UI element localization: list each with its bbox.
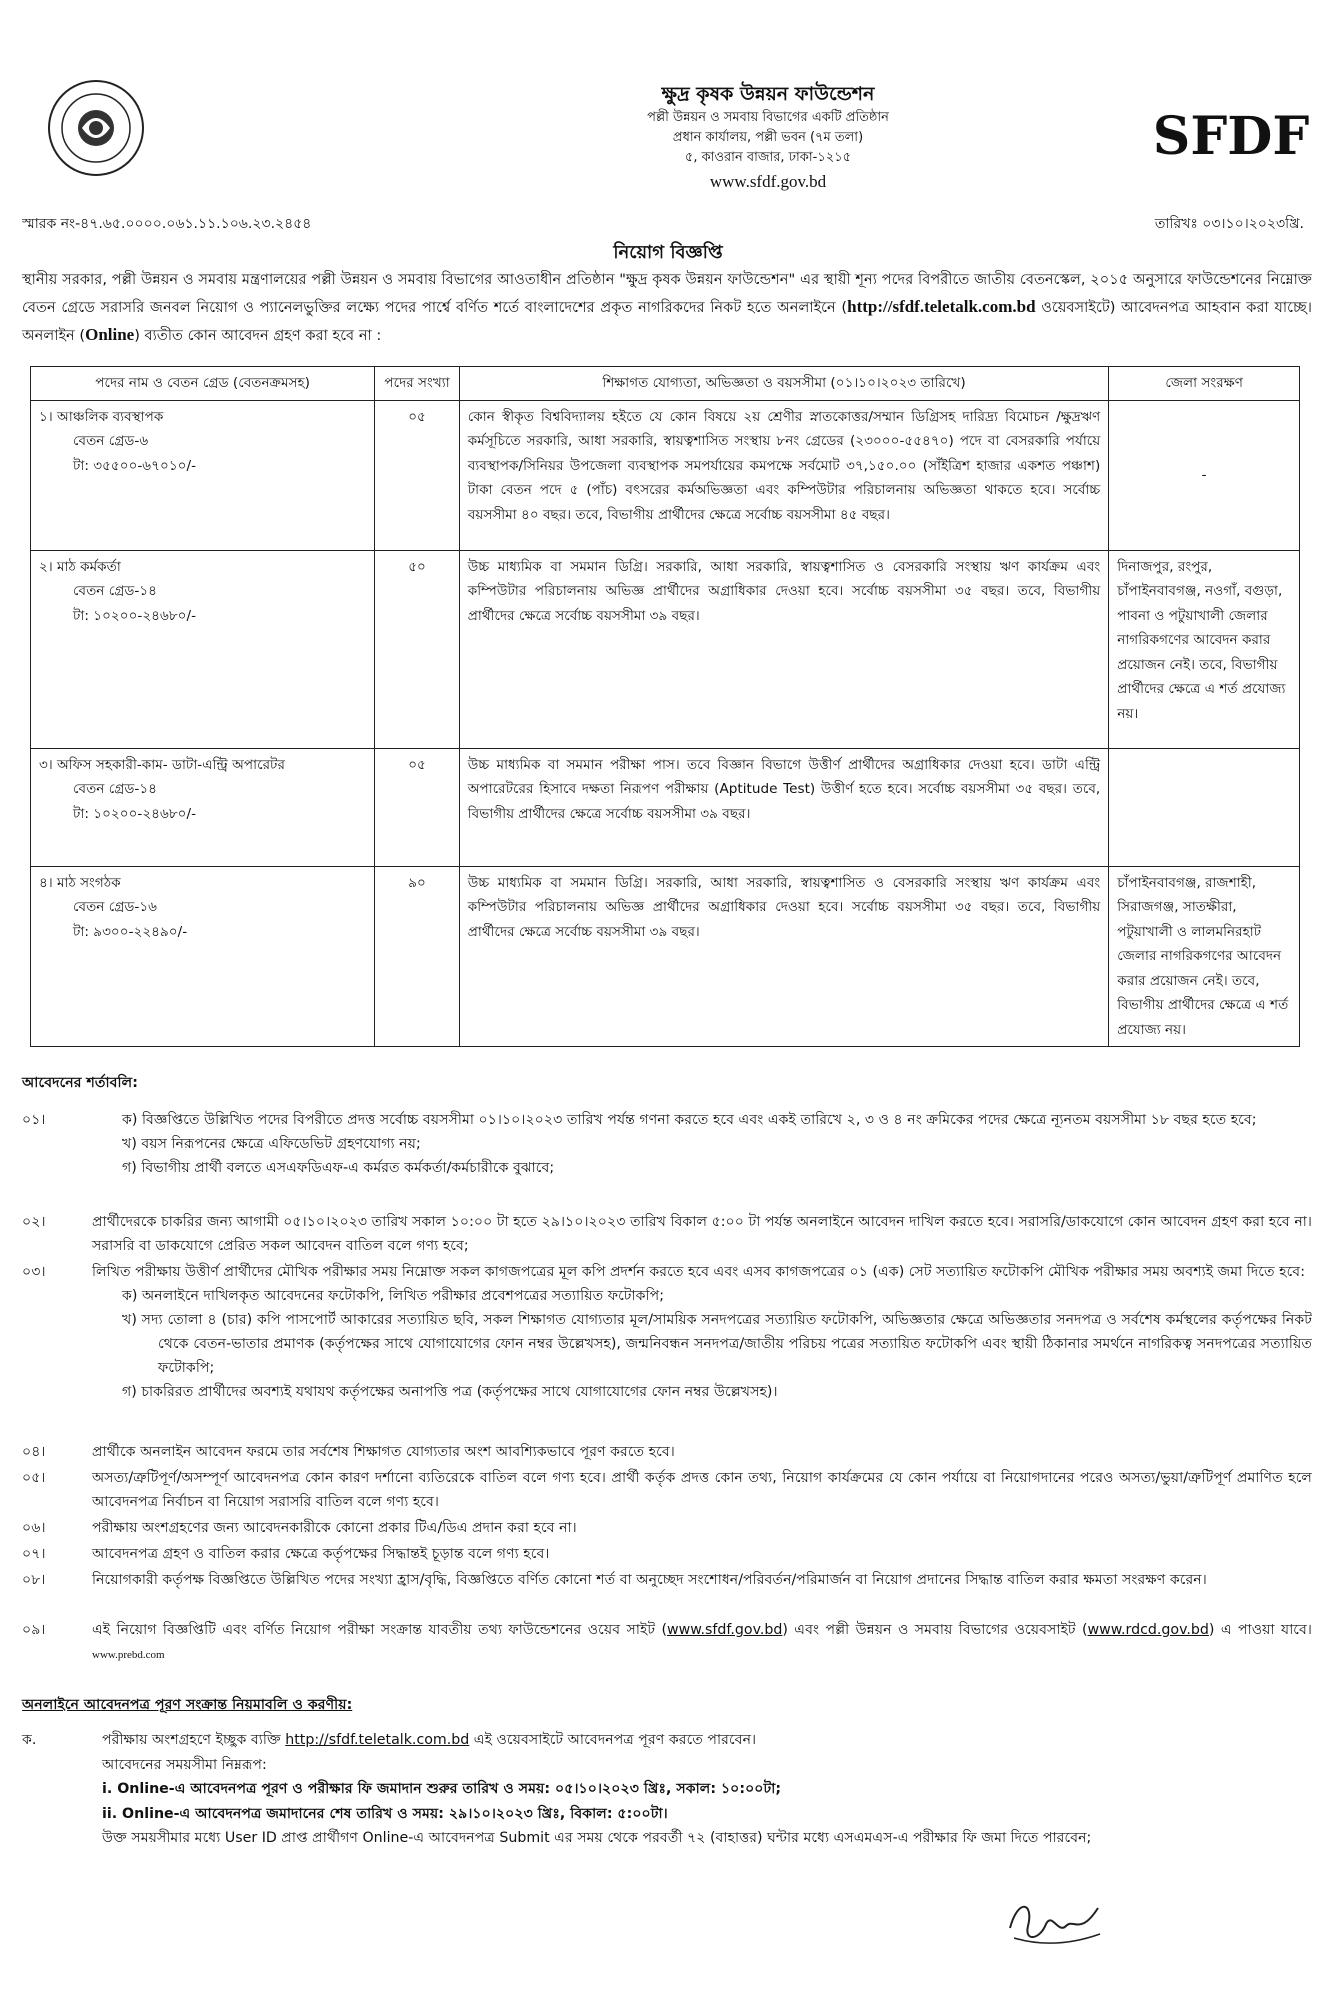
org-address: ৫, কাওরান বাজার, ঢাকা-১২১৫ — [684, 150, 852, 165]
post-cell — [31, 866, 375, 1047]
condition-number: ০২। — [22, 1214, 46, 1230]
condition-1c: গ) বিভাগীয় প্রার্থী বলতে এসএফডিএফ-এ কর্মরত কর্মকর্তা/কর্মচারীকে বুঝাবে; — [122, 1160, 555, 1176]
condition-text: এই নিয়োগ বিজ্ঞপ্তিটি এবং বর্ণিত নিয়োগ পরীক্ষা সংক্রান্ত যাবতীয় তথ্য ফাউন্ডেশনের ওয়েব সাইট ( — [92, 1622, 667, 1638]
post-district-quota: চাঁপাইনবাবগঞ্জ, রাজশাহী, সিরাজগঞ্জ, সাতক্ষীরা, পটুয়াখালী ও লালমনিরহাট জেলার নাগরিকগণের আবেদন করার প্রয়োজন নেই। তবে, বিভাগীয় প্রার্থীদের ক্ষেত্রে এ শর্ত প্রযোজ্য নয়। — [1109, 866, 1300, 1047]
instruction-line: আবেদনের সময়সীমা নিম্নরূপ: — [102, 1756, 267, 1773]
instruction-text: এই ওয়েবসাইটে আবেদনপত্র পূরণ করতে পারবেন। — [469, 1732, 757, 1748]
condition-number: ০৫। — [22, 1470, 46, 1486]
post-pay-scale: টা: ৯৩০০-২২৪৯০/- — [73, 923, 188, 940]
condition-text: প্রার্থীকে অনলাইন আবেদন ফরমে তার সর্বশেষ শিক্ষাগত যোগ্যতার অংশ আবশ্যিকভাবে পূরণ করতে হবে। — [92, 1444, 675, 1460]
conditions-heading: আবেদনের শর্তাবলি: — [22, 1075, 138, 1091]
post-district-quota — [1109, 748, 1300, 866]
condition-8 — [22, 1568, 1312, 1592]
intro-text-3: ) ব্যতীত কোন আবেদন গ্রহণ করা হবে না : — [134, 327, 382, 344]
org-subtitle: পল্লী উন্নয়ন ও সমবায় বিভাগের একটি প্রতিষ্ঠান — [647, 110, 889, 125]
intro-paragraph — [22, 266, 1312, 349]
post-cell — [31, 400, 375, 550]
post-cell — [31, 748, 375, 866]
teletalk-link[interactable]: http://sfdf.teletalk.com.bd — [285, 1732, 470, 1748]
org-office: প্রধান কার্যালয়, পল্লী ভবন (৭ম তলা) — [672, 130, 864, 145]
post-name: ২। মাঠ কর্মকর্তা — [39, 558, 121, 575]
sfdf-logo-icon — [1152, 88, 1310, 178]
table-header-row — [31, 367, 1300, 401]
org-name: ক্ষুদ্র কৃষক উন্নয়ন ফাউন্ডেশন — [661, 83, 875, 105]
condition-text: পরীক্ষায় অংশগ্রহণের জন্য আবেদনকারীকে কোনো প্রকার টিএ/ডিএ প্রদান করা হবে না। — [92, 1520, 577, 1536]
condition-7 — [22, 1542, 1312, 1566]
condition-number: ০৭। — [22, 1546, 46, 1562]
condition-text: নিয়োগকারী কর্তৃপক্ষ বিজ্ঞপ্তিতে উল্লিখিত পদের সংখ্যা হ্রাস/বৃদ্ধি, বিজ্ঞপ্তিতে বর্ণিত কোনো শর্ত বা অনুচ্ছেদ সংশোধন/পরিবর্তন/পরিমার্জন বা নিয়োগ প্রদানের সিদ্ধান্ত বাতিল করার ক্ষমতা সংরক্ষণ করেন। — [92, 1572, 1207, 1588]
online-instructions — [22, 1728, 1312, 1851]
header-qualification: শিক্ষাগত যোগ্যতা, অভিজ্ঞতা ও বয়সসীমা (০১।১০।২০২৩ তারিখে) — [459, 367, 1108, 401]
header-post-count: পদের সংখ্যা — [375, 367, 459, 401]
post-cell — [31, 550, 375, 748]
post-count: ৫০ — [375, 550, 459, 748]
letterhead — [0, 60, 1336, 210]
table-row — [31, 748, 1300, 866]
instruction-number: ক. — [22, 1732, 37, 1748]
condition-2 — [22, 1210, 1312, 1258]
condition-3c: গ) চাকরিরত প্রার্থীদের অবশ্যই যথাযথ কর্তৃপক্ষের অনাপত্তি পত্র (কর্তৃপক্ষের সাথে যোগাযোগের ফোন নম্বর উল্লেখসহ)। — [122, 1384, 778, 1400]
instruction-line: ii. Online-এ আবেদনপত্র জমাদানের শেষ তারিখ ও সময়: ২৯।১০।২০২৩ খ্রিঃ, বিকাল: ৫:০০টা। — [102, 1805, 668, 1822]
notice-date: তারিখঃ ০৩।১০।২০২৩খ্রি. — [1154, 216, 1304, 232]
condition-1 — [22, 1108, 1312, 1180]
condition-text: ) এবং পল্লী উন্নয়ন ও সমবায় বিভাগের ওয়েবসাইট ( — [782, 1622, 1088, 1638]
condition-3 — [22, 1260, 1312, 1404]
condition-3a: ক) অনলাইনে দাখিলকৃত আবেদনের ফটোকপি, লিখিত পরীক্ষার প্রবেশপত্রের সত্যায়িত ফটোকপি; — [122, 1288, 665, 1304]
post-qualification: উচ্চ মাধ্যমিক বা সমমান পরীক্ষা পাস। তবে বিজ্ঞান বিভাগে উত্তীর্ণ প্রার্থীদের অগ্রাধিকার দেওয়া হবে। ডাটা এন্ট্রি অপারেটরের হিসাবে দক্ষতা নিরূপণ পরীক্ষায় (Aptitude Test) উত্তীর্ণ হতে হবে। সর্বোচ্চ বয়সসীমা ৩৫ বছর। তবে, বিভাগীয় প্রার্থীদের ক্ষেত্রে সর্বোচ্চ বয়সসীমা ৩৯ বছর। — [459, 748, 1108, 866]
notice-title: নিয়োগ বিজ্ঞপ্তি — [613, 242, 723, 263]
table-row — [31, 550, 1300, 748]
post-pay-scale: টা: ১০২০০-২৪৬৮০/- — [73, 805, 196, 822]
intro-url-link[interactable]: http://sfdf.teletalk.com.bd — [847, 297, 1036, 316]
condition-number: ০৬। — [22, 1520, 46, 1536]
condition-3b: খ) সদ্য তোলা ৪ (চার) কপি পাসপোর্ট আকারের সত্যায়িত ছবি, সকল শিক্ষাগত যোগ্যতার মূল/সাময়িক সনদপত্রের সত্যায়িত ফটোকপি, অভিজ্ঞতার ক্ষেত্রে অভিজ্ঞতার সনদপত্র ও সর্বশেষ কর্মস্থলের কর্তৃপক্ষের নিকট থেকে বেতন-ভাতার প্রমাণক (কর্তৃপক্ষের সাথে যোগাযোগের ফোন নম্বর উল্লেখসহ), জন্মনিবন্ধন সনদপত্র/জাতীয় পরিচয় পত্রের সত্যায়িত ফটোকপি এবং স্থায়ী ঠিকানার সমর্থনে নাগরিকত্ব সনদপত্রের সত্যায়িত ফটোকপি; — [122, 1312, 1312, 1376]
header-post-name: পদের নাম ও বেতন গ্রেড (বেতনক্রমসহ) — [31, 367, 375, 401]
instruction-line — [102, 1728, 1312, 1753]
watermark-text: www.prebd.com — [92, 1649, 165, 1661]
post-name: ১। আঞ্চলিক ব্যবস্থাপক — [39, 408, 164, 425]
condition-1a: ক) বিজ্ঞপ্তিতে উল্লিখিত পদের বিপরীতে প্রদত্ত সর্বোচ্চ বয়সসীমা ০১।১০।২০২৩ তারিখ পর্যন্ত গণনা করতে হবে এবং একই তারিখে ২, ৩ ও ৪ নং ক্রমিকের পদের ক্ষেত্রে ন্যূনতম বয়সসীমা ১৮ বছর হতে হবে; — [122, 1112, 1257, 1128]
post-qualification: কোন স্বীকৃত বিশ্ববিদ্যালয় হইতে যে কোন বিষয়ে ২য় শ্রেণীর স্নাতকোত্তর/সম্মান ডিগ্রিসহ দারিদ্র্য বিমোচন /ক্ষুদ্রঋণ কর্মসূচিতে সরকারি, আধা সরকারি, স্বায়ত্বশাসিত সংস্থায় ৮নং গ্রেডের (২৩০০০-৫৫৪৭০) পদে বা বেসরকারি পর্যায়ে ব্যবস্থাপক/সিনিয়র উপজেলা ব্যবস্থাপক সমপর্যায়ের কমপক্ষে সর্বমোট ৩৭,১৫০.০০ (সাঁইত্রিশ হাজার একশত পঞ্চাশ) টাকা বেতন পদে ৫ (পাঁচ) বৎসরের কর্মঅভিজ্ঞতা এবং কম্পিউটার পরিচালনায় অভিজ্ঞতা থাকতে হবে। সর্বোচ্চ বয়সসীমা ৪০ বছর। তবে, বিভাগীয় প্রার্থীদের ক্ষেত্রে সর্বোচ্চ বয়সসীমা ৪৫ বছর। — [459, 400, 1108, 550]
condition-number: ০৪। — [22, 1444, 46, 1460]
table-row — [31, 866, 1300, 1047]
signature-icon — [1000, 1888, 1110, 1958]
condition-text: ) এ পাওয়া যাবে। — [1208, 1622, 1312, 1638]
condition-1b: খ) বয়স নিরূপনের ক্ষেত্রে এফিডেভিট গ্রহণযোগ্য নয়; — [122, 1136, 421, 1152]
post-grade: বেতন গ্রেড-১৬ — [73, 899, 157, 915]
post-count: ০৫ — [375, 400, 459, 550]
org-website: www.sfdf.gov.bd — [709, 172, 827, 191]
post-name: ৩। অফিস সহকারী-কাম- ডাটা-এন্ট্রি অপারেটর — [39, 756, 285, 773]
condition-number: ০৩। — [22, 1264, 46, 1280]
post-qualification: উচ্চ মাধ্যমিক বা সমমান ডিগ্রি। সরকারি, আধা সরকারি, স্বায়ত্বশাসিত ও বেসরকারি সংস্থায় ঋণ কার্যক্রম এবং কম্পিউটার পরিচালনায় অভিজ্ঞ প্রার্থীদের অগ্রাধিকার দেওয়া হবে। সর্বোচ্চ বয়সসীমা ৩৫ বছর। তবে, বিভাগীয় প্রার্থীদের ক্ষেত্রে সর্বোচ্চ বয়সসীমা ৩৯ বছর। — [459, 550, 1108, 748]
post-district-quota: দিনাজপুর, রংপুর, চাঁপাইনবাবগঞ্জ, নওগাঁ, বগুড়া, পাবনা ও পটুয়াখালী জেলার নাগরিকগণের আবেদন করার প্রয়োজন নেই। তবে, বিভাগীয় প্রার্থীদের ক্ষেত্রে এ শর্ত প্রযোজ্য নয়। — [1109, 550, 1300, 748]
condition-number: ০৯। — [22, 1622, 46, 1638]
condition-number: ০১। — [22, 1112, 46, 1128]
post-pay-scale: টা: ৩৫৫০০-৬৭০১০/- — [73, 457, 196, 474]
online-instructions-heading: অনলাইনে আবেদনপত্র পূরণ সংক্রান্ত নিয়মাবলি ও করণীয়: — [22, 1697, 353, 1713]
condition-text: অসত্য/ত্রুটিপূর্ণ/অসম্পূর্ণ আবেদনপত্র কোন কারণ দর্শানো ব্যতিরেকে বাতিল বলে গণ্য হবে। প্রার্থী কর্তৃক প্রদত্ত কোন তথ্য, নিয়োগ কার্যক্রমের যে কোন পর্যায়ে বা নিয়োগদানের পরেও অসত্য/ভুয়া/ত্রুটিপূর্ণ প্রমাণিত হলে আবেদনপত্র নির্বাচন বা নিয়োগ সরাসরি বাতিল বলে গণ্য হবে। — [92, 1470, 1312, 1510]
intro-text-1: স্থানীয় সরকার, পল্লী উন্নয়ন ও সমবায় মন্ত্রণালয়ের পল্লী উন্নয়ন ও সমবায় বিভাগের আওতাধীন প্রতিষ্ঠান "ক্ষুদ্র কৃষক উন্নয়ন ফাউন্ডেশন" এর স্থায়ী শূন্য পদের বিপরীতে জাতীয় বেতনস্কেল, ২০১৫ অনুসারে ফাউন্ডেশনের নিম্নোক্ত বেতন গ্রেডে সরাসরি জনবল নিয়োগ ও প্যানেলভুক্তির লক্ষ্যে পদের পার্শ্বে বর্ণিত শর্তে বাংলাদেশের প্রকৃত নাগরিকদের নিকট হতে অনলাইনে ( — [22, 271, 1312, 316]
intro-text-2: ওয়েবসাইটে) আবেদনপত্র আহবান করা যাচ্ছে। অনলাইন ( — [22, 299, 1312, 344]
condition-text: আবেদনপত্র গ্রহণ ও বাতিল করার ক্ষেত্রে কর্তৃপক্ষের সিদ্ধান্তই চূড়ান্ত বলে গণ্য হবে। — [92, 1546, 550, 1562]
condition-text: প্রার্থীদেরকে চাকরির জন্য আগামী ০৫।১০।২০২৩ তারিখ সকাল ১০:০০ টা হতে ২৯।১০।২০২৩ তারিখ বিকাল ৫:০০ টা পর্যন্ত অনলাইনে আবেদন দাখিল করতে হবে। সরাসরি/ডাকযোগে কোন আবেদন গ্রহণ করা হবে না। সরাসরি বা ডাকযোগে প্রেরিত সকল আবেদন বাতিল বলে গণ্য হবে; — [92, 1214, 1312, 1254]
condition-number: ০৮। — [22, 1572, 46, 1588]
condition-text: লিখিত পরীক্ষায় উত্তীর্ণ প্রার্থীদের মৌখিক পরীক্ষার সময় নিম্নোক্ত সকল কাগজপত্রের মূল কপি প্রদর্শন করতে হবে এবং এসব কাগজপত্রের ০১ (এক) সেট সত্যায়িত ফটোকপি মৌখিক পরীক্ষার সময় অবশ্যই জমা দিতে হবে: — [92, 1264, 1305, 1280]
intro-online: Online — [85, 325, 135, 344]
post-grade: বেতন গ্রেড-১৪ — [73, 583, 157, 599]
condition-5 — [22, 1466, 1312, 1514]
instruction-line: উক্ত সময়সীমার মধ্যে User ID প্রাপ্ত প্রার্থীগণ Online-এ আবেদনপত্র Submit এর সময় থেকে পরবর্তী ৭২ (বাহাত্তর) ঘন্টার মধ্যে এসএমএস-এ পরীক্ষার ফি জমা দিতে পারবেন; — [102, 1830, 1092, 1846]
memo-number: স্মারক নং-৪৭.৬৫.০০০০.০৬১.১১.১০৬.২৩.২৪৫৪ — [22, 216, 312, 232]
post-name: ৪। মাঠ সংগঠক — [39, 874, 121, 891]
instruction-text: পরীক্ষায় অংশগ্রহণে ইচ্ছুক ব্যক্তি — [102, 1732, 286, 1748]
post-pay-scale: টা: ১০২০০-২৪৬৮০/- — [73, 607, 196, 624]
table-row — [31, 400, 1300, 550]
post-grade: বেতন গ্রেড-১৪ — [73, 781, 157, 797]
post-count: ০৫ — [375, 748, 459, 866]
condition-4 — [22, 1440, 1312, 1464]
header-district-quota: জেলা সংরক্ষণ — [1109, 367, 1300, 401]
post-count: ৯০ — [375, 866, 459, 1047]
condition-6 — [22, 1516, 1312, 1540]
posts-table — [30, 366, 1300, 1047]
logo-text: SFDF — [1152, 106, 1310, 167]
rdcd-website-link[interactable]: www.rdcd.gov.bd — [1087, 1622, 1209, 1638]
post-qualification: উচ্চ মাধ্যমিক বা সমমান ডিগ্রি। সরকারি, আধা সরকারি, স্বায়ত্বশাসিত ও বেসরকারি সংস্থায় ঋণ কার্যক্রম এবং কম্পিউটার পরিচালনায় অভিজ্ঞ প্রার্থীদের অগ্রাধিকার দেওয়া হবে। সর্বোচ্চ বয়সসীমা ৩৫ বছর। তবে, বিভাগীয় প্রার্থীদের ক্ষেত্রে সর্বোচ্চ বয়সসীমা ৩৯ বছর। — [459, 866, 1108, 1047]
sfdf-website-link[interactable]: www.sfdf.gov.bd — [667, 1622, 783, 1638]
post-district-quota: - — [1109, 400, 1300, 550]
condition-9 — [22, 1618, 1312, 1667]
post-grade: বেতন গ্রেড-৬ — [73, 433, 149, 449]
instruction-line: i. Online-এ আবেদনপত্র পূরণ ও পরীক্ষার ফি জমাদান শুরুর তারিখ ও সময়: ০৫।১০।২০২৩ খ্রিঃ, সকাল: ১০:০০টা; — [102, 1781, 782, 1797]
